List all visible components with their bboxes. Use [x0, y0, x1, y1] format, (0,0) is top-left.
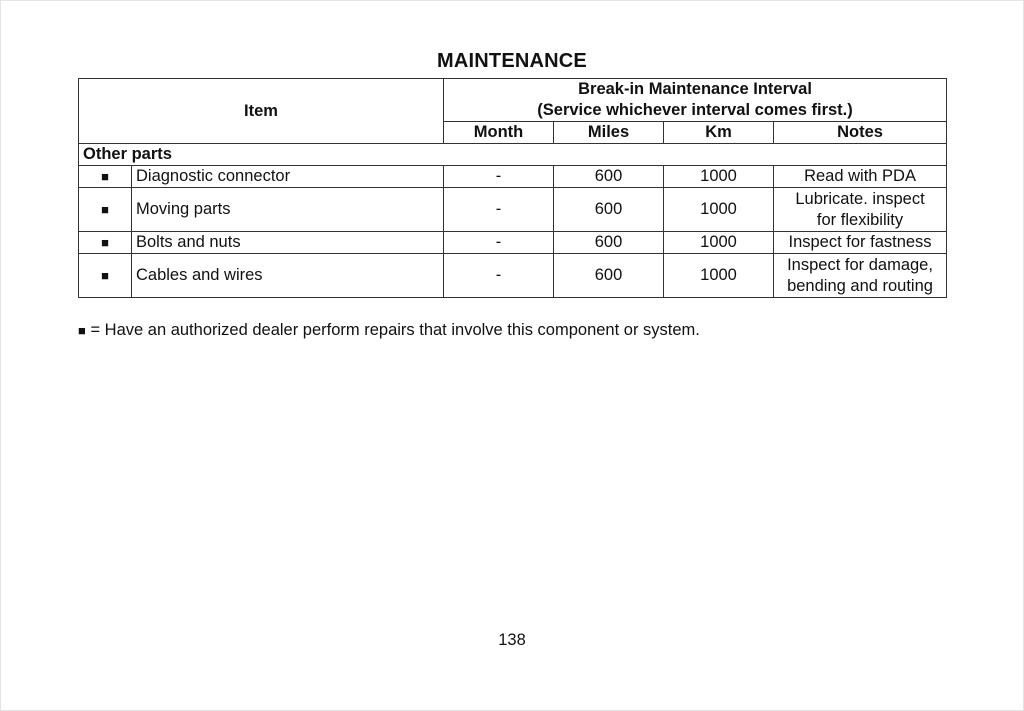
row-bullet: ■	[79, 166, 132, 188]
row-notes-line2: for flexibility	[816, 210, 904, 229]
header-month: Month	[444, 122, 554, 144]
row-notes	[774, 232, 947, 254]
page-number: 138	[498, 631, 526, 649]
row-notes-line1: Inspect for damage,	[787, 255, 933, 274]
row-km: 1000	[664, 254, 774, 298]
table-row	[79, 232, 947, 254]
row-month: -	[444, 188, 554, 232]
table-row	[79, 188, 947, 232]
row-notes	[774, 166, 947, 188]
section-label: Other parts	[79, 144, 947, 166]
row-km: 1000	[664, 166, 774, 188]
row-item: Diagnostic connector	[132, 166, 444, 188]
row-item: Cables and wires	[132, 254, 444, 298]
footnote-bullet: ■	[78, 323, 86, 338]
row-item: Bolts and nuts	[132, 232, 444, 254]
row-miles: 600	[554, 166, 664, 188]
row-notes-line2: bending and routing	[787, 276, 933, 295]
row-miles: 600	[554, 232, 664, 254]
page-title: MAINTENANCE	[437, 50, 587, 72]
row-notes-line1: Lubricate. inspect	[795, 189, 925, 208]
row-notes-line1: Inspect for fastness	[788, 233, 932, 251]
header-km: Km	[664, 122, 774, 144]
row-notes	[774, 254, 947, 298]
row-bullet: ■	[79, 188, 132, 232]
maintenance-table	[78, 78, 947, 298]
header-miles: Miles	[554, 122, 664, 144]
row-km: 1000	[664, 232, 774, 254]
table-row	[79, 254, 947, 298]
row-km: 1000	[664, 188, 774, 232]
footnote-text: = Have an authorized dealer perform repairs that involve this component or system.	[85, 321, 700, 339]
section-row	[79, 144, 947, 166]
row-notes	[774, 188, 947, 232]
header-interval	[444, 79, 947, 122]
header-item: Item	[79, 79, 444, 144]
row-notes-line1: Read with PDA	[804, 167, 916, 185]
header-interval-line1: Break-in Maintenance Interval	[578, 80, 812, 98]
header-notes: Notes	[774, 122, 947, 144]
row-month: -	[444, 254, 554, 298]
row-miles: 600	[554, 188, 664, 232]
header-row-1	[79, 79, 947, 122]
row-miles: 600	[554, 254, 664, 298]
row-item: Moving parts	[132, 188, 444, 232]
row-month: -	[444, 232, 554, 254]
table-row	[79, 166, 947, 188]
footnote	[78, 321, 700, 340]
row-bullet: ■	[79, 254, 132, 298]
row-bullet: ■	[79, 232, 132, 254]
row-month: -	[444, 166, 554, 188]
header-interval-line2: (Service whichever interval comes first.)	[537, 101, 853, 119]
